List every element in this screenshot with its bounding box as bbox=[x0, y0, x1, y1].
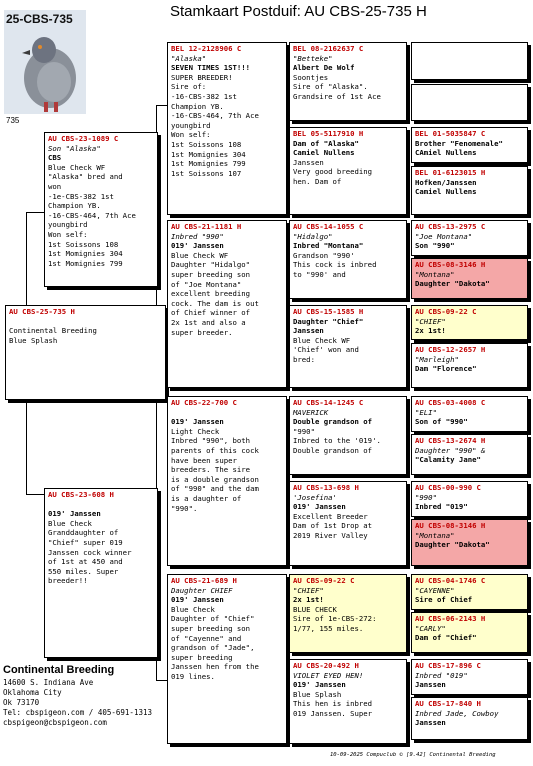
pedigree-line bbox=[48, 500, 154, 510]
gen4-card bbox=[411, 220, 528, 256]
ring-number: AU CBS-00-990 C bbox=[415, 483, 481, 492]
ring-number: AU CBS-13-2975 C bbox=[415, 222, 486, 231]
pedigree-line: 019 Janssen. Super bbox=[293, 708, 373, 718]
pedigree-line: Grandson "990' bbox=[293, 250, 355, 260]
pedigree-line: parents of this cock bbox=[171, 445, 259, 455]
pedigree-line: 1/77, 155 miles. bbox=[293, 623, 364, 633]
pedigree-line: Double grandson of bbox=[293, 417, 373, 427]
pedigree-line: grandson of "Jade", bbox=[171, 643, 255, 653]
pedigree-line: Blue Check WF bbox=[293, 335, 351, 345]
pedigree-line: 1st Momignies 304 bbox=[48, 249, 123, 259]
ring-number: AU CBS-13-698 H bbox=[293, 483, 359, 492]
pedigree-line: 1st Momignies 799 bbox=[171, 159, 246, 169]
pedigree-line: Sire of "Alaska". bbox=[293, 82, 368, 92]
pedigree-line: Camiel Nullens bbox=[415, 187, 477, 197]
pedigree-line: "Alaska" bbox=[171, 53, 207, 63]
gen4-card bbox=[411, 659, 528, 695]
pedigree-line: "Alaska" bred and bbox=[48, 172, 123, 182]
ring-number: AU CBS-14-1055 C bbox=[293, 222, 364, 231]
dam-dam-card bbox=[167, 574, 287, 744]
ring-number: AU CBS-03-4008 C bbox=[415, 398, 486, 407]
pedigree-line: "Montana" bbox=[415, 269, 455, 279]
dd-dam-card bbox=[289, 659, 407, 744]
gen4-card bbox=[411, 84, 528, 121]
pedigree-line: VIOLET EYED HEN! bbox=[293, 670, 364, 680]
pedigree-line: Janssen hen from the bbox=[171, 662, 259, 672]
pedigree-line: Very good breeding bbox=[293, 167, 373, 177]
pedigree-line: "Montana" bbox=[415, 530, 455, 540]
pedigree-line: "990" bbox=[293, 426, 315, 436]
gen4-card bbox=[411, 481, 528, 517]
pedigree-line: Champion YB. bbox=[171, 101, 224, 111]
pedigree-line: super breeding son bbox=[171, 269, 251, 279]
pedigree-line: 'Josefina' bbox=[293, 492, 337, 502]
pedigree-line: 2019 River Valley bbox=[293, 530, 368, 540]
connector-line bbox=[26, 212, 46, 213]
dam-card bbox=[44, 488, 158, 658]
gen4-card bbox=[411, 166, 528, 215]
pedigree-line: Blue Check WF bbox=[171, 250, 229, 260]
ring-number: AU CBS-22-700 C bbox=[171, 398, 237, 407]
pedigree-line: 019' Janssen bbox=[293, 502, 346, 512]
pedigree-line: 2x 1st and also a bbox=[171, 317, 246, 327]
ring-number: AU CBS-23-608 H bbox=[48, 490, 114, 499]
pedigree-line: Son of "990" bbox=[415, 417, 468, 427]
pedigree-line: BLUE CHECK bbox=[293, 604, 337, 614]
pedigree-line bbox=[9, 317, 162, 327]
gen4-card bbox=[411, 612, 528, 653]
pedigree-line: youngbird bbox=[48, 220, 88, 230]
pedigree-line: Inbred "019" bbox=[415, 502, 468, 512]
dd-sire-card bbox=[289, 574, 407, 653]
pedigree-line: of 1st at 450 and bbox=[48, 557, 123, 567]
pedigree-line: Daughter "Dakota" bbox=[415, 540, 490, 550]
pedigree-line: excellent breeding bbox=[171, 289, 251, 299]
pedigree-line: to "990' and bbox=[293, 269, 346, 279]
pedigree-line: Son "Alaska" bbox=[48, 143, 101, 153]
pedigree-line: 1st Soissons 108 bbox=[171, 139, 242, 149]
pedigree-line: -16-CBS-382 1st bbox=[171, 91, 237, 101]
pedigree-line: super breeding son bbox=[171, 623, 251, 633]
ring-number-label: 25-CBS-735 bbox=[6, 12, 73, 26]
pedigree-line: is a double grandson bbox=[171, 474, 259, 484]
pedigree-line: 019' Janssen bbox=[48, 509, 101, 519]
pedigree-line: "CHIEF" bbox=[293, 585, 324, 595]
pedigree-line: 'Chief' won and bbox=[293, 345, 359, 355]
sire-dam-card bbox=[167, 220, 287, 388]
ring-number: BEL 05-5117910 H bbox=[293, 129, 364, 138]
pedigree-line: Inbred "Montana" bbox=[293, 241, 364, 251]
pedigree-line: 2x 1st! bbox=[293, 595, 324, 605]
ring-number: AU CBS-17-896 C bbox=[415, 661, 481, 670]
ring-number: AU CBS-06-2143 H bbox=[415, 614, 486, 623]
gen4-card bbox=[411, 396, 528, 432]
pedigree-line: 019' Janssen bbox=[171, 241, 224, 251]
pedigree-line: cock. The dam is out bbox=[171, 298, 259, 308]
pedigree-line: Light Check bbox=[171, 426, 220, 436]
connector-line bbox=[26, 494, 46, 495]
photo-caption: 735 bbox=[6, 116, 20, 125]
pedigree-line: Daughter "Chief" bbox=[293, 316, 364, 326]
pedigree-line: Sire of 1e-CBS-272: bbox=[293, 614, 377, 624]
pedigree-line: 1st Momignies 799 bbox=[48, 258, 123, 268]
owner-name: Continental Breeding bbox=[3, 664, 115, 676]
ring-number: AU CBS-20-492 H bbox=[293, 661, 359, 670]
pedigree-line: Brother "Fenomenale" bbox=[415, 138, 503, 148]
pedigree-line: Continental Breeding bbox=[9, 326, 97, 336]
pedigree-line: "CARLY" bbox=[415, 623, 446, 633]
sd-dam-card bbox=[289, 305, 407, 388]
pedigree-line: Daughter "Dakota" bbox=[415, 279, 490, 289]
pedigree-line: "CAYENNE" bbox=[415, 585, 455, 595]
pedigree-line: "Marleigh" bbox=[415, 354, 459, 364]
sire-sire-card bbox=[167, 42, 287, 215]
pedigree-line bbox=[171, 408, 283, 418]
pedigree-line: Inbred Jade, Cowboy bbox=[415, 708, 499, 718]
pedigree-line: Sire of: bbox=[171, 82, 207, 92]
pedigree-line: 1st Momignies 304 bbox=[171, 149, 246, 159]
pedigree-line: This cock is inbred bbox=[293, 260, 377, 270]
page-title: Stamkaart Postduif: AU CBS-25-735 H bbox=[170, 3, 427, 20]
pedigree-line: 019' Janssen bbox=[171, 595, 224, 605]
gen4-card bbox=[411, 574, 528, 610]
dam-sire-card bbox=[167, 396, 287, 566]
pedigree-line: Janssen bbox=[415, 680, 446, 690]
pedigree-line: Champion YB. bbox=[48, 201, 101, 211]
pedigree-line: hen. Dam of bbox=[293, 176, 342, 186]
pedigree-line: Camiel Nullens bbox=[293, 148, 355, 158]
ss-dam-card bbox=[289, 127, 407, 215]
pedigree-line: Inbred "019" bbox=[415, 670, 468, 680]
pedigree-line: "Betteke" bbox=[293, 53, 333, 63]
pedigree-line: Albert De Wolf bbox=[293, 63, 355, 73]
pedigree-line: Daughter "Hidalgo" bbox=[171, 260, 251, 270]
subject-pedigree-card bbox=[5, 305, 166, 400]
pedigree-line: 019 lines. bbox=[171, 671, 215, 681]
pedigree-line: 019' Janssen bbox=[171, 417, 224, 427]
ring-number: AU CBS-13-2674 H bbox=[415, 436, 486, 445]
owner-address-line: Oklahoma City bbox=[3, 688, 62, 697]
pedigree-line: "Calamity Jane" bbox=[415, 455, 481, 465]
owner-address-line: Ok 73170 bbox=[3, 698, 40, 707]
pedigree-line: Blue Check WF bbox=[48, 162, 106, 172]
pedigree-line: -1e-CBS-382 1st bbox=[48, 191, 114, 201]
pedigree-line: Son "990" bbox=[415, 241, 455, 251]
pedigree-line: of "Joe Montana" bbox=[171, 279, 242, 289]
owner-phone: Tel: cbspigeon.com / 405-691-1313 bbox=[3, 708, 153, 717]
ring-number: AU CBS-08-3146 H bbox=[415, 260, 486, 269]
gen4-card bbox=[411, 305, 528, 340]
pedigree-line: Soontjes bbox=[293, 72, 329, 82]
pedigree-line: of "Cayenne" and bbox=[171, 633, 242, 643]
ring-number: AU CBS-09-22 C bbox=[293, 576, 355, 585]
pedigree-line: breeders. The sire bbox=[171, 465, 251, 475]
pedigree-line: "Chief" super 019 bbox=[48, 537, 123, 547]
pedigree-line: "CHIEF" bbox=[415, 316, 446, 326]
pedigree-line: 550 miles. Super bbox=[48, 566, 119, 576]
pigeon-photo bbox=[4, 10, 86, 114]
pedigree-line: CAmiel Nullens bbox=[415, 148, 477, 158]
pedigree-line: SEVEN TIMES 1ST!!! bbox=[171, 63, 251, 73]
sd-sire-card bbox=[289, 220, 407, 299]
gen4-card bbox=[411, 519, 528, 566]
ring-number: AU CBS-04-1746 C bbox=[415, 576, 486, 585]
gen4-card bbox=[411, 42, 528, 80]
ds-dam-card bbox=[289, 481, 407, 566]
gen4-card bbox=[411, 258, 528, 299]
ring-number: AU CBS-17-840 H bbox=[415, 699, 481, 708]
ring-number: AU CBS-23-1089 C bbox=[48, 134, 119, 143]
ring-number: AU CBS-25-735 H bbox=[9, 307, 75, 316]
pigeon-image bbox=[4, 10, 86, 114]
pedigree-line: Dam "Florence" bbox=[415, 364, 477, 374]
pedigree-line: bred: bbox=[293, 354, 315, 364]
pedigree-line: Janssen bbox=[293, 326, 324, 336]
pedigree-line: Inbred to the '019'. bbox=[293, 436, 381, 446]
ring-number: BEL 08-2162637 C bbox=[293, 44, 364, 53]
pedigree-line: have been super bbox=[171, 455, 237, 465]
pedigree-line: Inbred "990", both bbox=[171, 436, 251, 446]
ring-number: AU CBS-14-1245 C bbox=[293, 398, 364, 407]
ring-number: AU CBS-09-22 C bbox=[415, 307, 477, 316]
pedigree-line: Janssen bbox=[415, 718, 446, 728]
ring-number: AU CBS-21-1181 H bbox=[171, 222, 242, 231]
pedigree-line: "Joe Montana" bbox=[415, 231, 473, 241]
pedigree-line: "990" bbox=[415, 492, 437, 502]
pedigree-line: Hofken/Janssen bbox=[415, 177, 477, 187]
pedigree-line: Daughter of "Chief" bbox=[171, 614, 255, 624]
pedigree-line: Janssen bbox=[293, 157, 324, 167]
pedigree-line: super breeder. bbox=[171, 327, 233, 337]
pedigree-line: Dam of "Chief" bbox=[415, 633, 477, 643]
gen4-card bbox=[411, 434, 528, 475]
pedigree-line: "ELI" bbox=[415, 407, 437, 417]
pedigree-line: SUPER BREEDER! bbox=[171, 72, 233, 82]
owner-block bbox=[3, 664, 152, 728]
pedigree-line: Granddaughter of bbox=[48, 528, 119, 538]
pedigree-line: "Hidalgo" bbox=[293, 231, 333, 241]
footer-text: 10-09-2025 Compuclub © [9.42] Continental Breeding bbox=[330, 752, 496, 758]
pedigree-line: MAVERICK bbox=[293, 407, 329, 417]
owner-address-line: 14600 S. Indiana Ave bbox=[3, 678, 94, 687]
pedigree-line: Blue Splash bbox=[293, 689, 342, 699]
ds-sire-card bbox=[289, 396, 407, 475]
pedigree-line: youngbird bbox=[171, 120, 211, 130]
pedigree-line: Dam of 1st Drop at bbox=[293, 521, 373, 531]
pedigree-line: Won self: bbox=[171, 130, 211, 140]
ring-number: AU CBS-15-1585 H bbox=[293, 307, 364, 316]
pedigree-line: Excellent Breeder bbox=[293, 511, 368, 521]
pedigree-line: -16-CBS-464, 7th Ace bbox=[48, 210, 136, 220]
sire-card bbox=[44, 132, 158, 287]
pedigree-line: 019' Janssen bbox=[293, 680, 346, 690]
pedigree-line: -16-CBS-464, 7th Ace bbox=[171, 111, 259, 121]
gen4-card bbox=[411, 697, 528, 740]
ring-number: BEL 01-6123015 H bbox=[415, 168, 486, 177]
ring-number: AU CBS-08-3146 H bbox=[415, 521, 486, 530]
pedigree-line: CBS bbox=[48, 153, 62, 163]
pedigree-line: Blue Splash bbox=[9, 335, 58, 345]
gen4-card bbox=[411, 127, 528, 163]
pedigree-line: breeder!! bbox=[48, 576, 88, 586]
ring-number: BEL 01-5035847 C bbox=[415, 129, 486, 138]
pedigree-line: won bbox=[48, 181, 62, 191]
ring-number: AU CBS-12-2657 H bbox=[415, 345, 486, 354]
pedigree-line: Sire of Chief bbox=[415, 595, 473, 605]
pedigree-line: Inbred "990" bbox=[171, 231, 224, 241]
pedigree-line: of Chief winner of bbox=[171, 308, 251, 318]
owner-email: cbspigeon@cbspigeon.com bbox=[3, 718, 107, 727]
pedigree-line: 1st Soissons 108 bbox=[48, 239, 119, 249]
pedigree-line: Blue Check bbox=[171, 604, 215, 614]
pedigree-line: Daughter "990" & bbox=[415, 445, 486, 455]
pedigree-line: Dam of "Alaska" bbox=[293, 138, 359, 148]
pedigree-line: 2x 1st! bbox=[415, 326, 446, 336]
pedigree-line: Janssen cock winner bbox=[48, 547, 132, 557]
ss-sire-card bbox=[289, 42, 407, 121]
pedigree-line: of "990" and the dam bbox=[171, 484, 259, 494]
ring-number: BEL 12-2128906 C bbox=[171, 44, 242, 53]
pedigree-line: is a daughter of bbox=[171, 493, 242, 503]
pedigree-line: Daughter CHIEF bbox=[171, 585, 233, 595]
ring-number: AU CBS-21-689 H bbox=[171, 576, 237, 585]
pedigree-line: Grandsire of 1st Ace bbox=[293, 91, 381, 101]
pedigree-line: Double grandson of bbox=[293, 445, 373, 455]
pedigree-line: 1st Soissons 107 bbox=[171, 168, 242, 178]
pedigree-line: This hen is inbred bbox=[293, 699, 373, 709]
pedigree-line: Blue Check bbox=[48, 518, 92, 528]
pedigree-line: Won self: bbox=[48, 229, 88, 239]
gen4-card bbox=[411, 343, 528, 388]
pedigree-line: super breeding bbox=[171, 652, 233, 662]
pedigree-line: "990". bbox=[171, 503, 198, 513]
